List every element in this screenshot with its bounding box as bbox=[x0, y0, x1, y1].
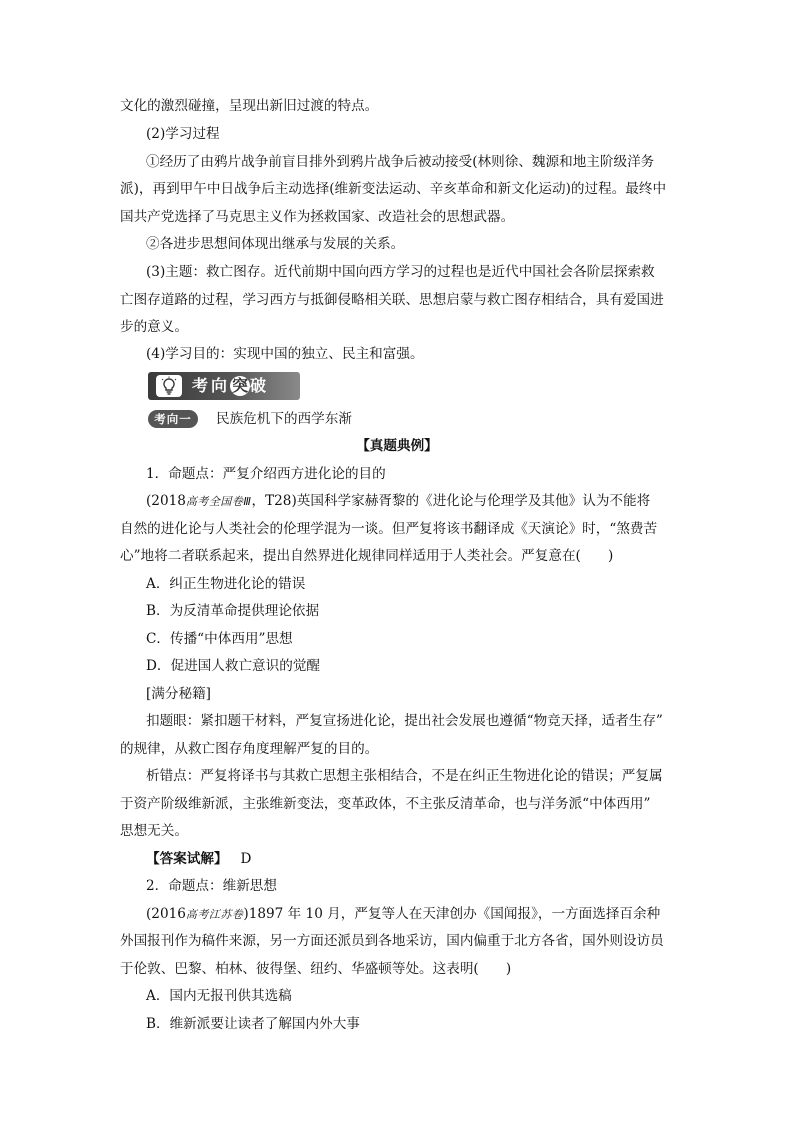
option-a: A．纠正生物进化论的错误 bbox=[146, 576, 306, 592]
tip-line: 于资产阶级维新派，主张维新变法，变革政体，不主张反清革命，也与洋务派“中体西用” bbox=[120, 796, 651, 812]
tips-heading: [满分秘籍] bbox=[146, 686, 211, 702]
tip-line: 思想无关。 bbox=[120, 823, 188, 839]
subheading-learning-process: (2)学习过程 bbox=[146, 126, 220, 142]
question-point: 2．命题点：维新思想 bbox=[146, 878, 277, 894]
source-exam: 高考江苏卷 bbox=[185, 908, 244, 921]
paragraph-line: (3)主题：救亡图存。近代前期中国向西方学习的过程也是近代中国社会各阶层探索救 bbox=[146, 264, 655, 280]
paragraph-line: 步的意义。 bbox=[120, 319, 188, 335]
section-tag: 考向一 bbox=[148, 410, 198, 428]
answer-label: 【答案试解】 bbox=[146, 851, 228, 867]
tip-line: 析错点：严复将译书与其救亡思想主张相结合，不是在纠正生物进化论的错误；严复属 bbox=[146, 768, 663, 784]
paragraph-line: 国共产党选择了马克思主义作为拯救国家、改造社会的思想武器。 bbox=[120, 209, 515, 225]
stem-text: ，T28)英国科学家赫胥黎的《进化论与伦理学及其他》认为不能将 bbox=[251, 493, 651, 509]
option-c: C．传播“中体西用”思想 bbox=[146, 631, 293, 647]
answer-line bbox=[146, 850, 251, 868]
lightbulb-icon bbox=[156, 375, 182, 397]
option-b: B．为反清革命提供理论依据 bbox=[146, 603, 320, 619]
paragraph-line: (4)学习目的：实现中国的独立、民主和富强。 bbox=[146, 346, 424, 362]
paragraph-line: ②各进步思想间体现出继承与发展的关系。 bbox=[146, 236, 405, 252]
banner-text-circled: 突 bbox=[232, 376, 249, 395]
question-stem-line bbox=[146, 905, 660, 924]
question-stem-line: 自然的进化论与人类社会的伦理学混为一谈。但严复将该书翻译成《天演论》时，“煞费苦 bbox=[120, 521, 658, 537]
section-banner bbox=[148, 372, 300, 400]
tip-line: 的规律，从救亡图存角度理解严复的目的。 bbox=[120, 741, 379, 757]
banner-text-pre: 考向 bbox=[192, 376, 231, 395]
paragraph-line: ①经历了由鸦片战争前盲目排外到鸦片战争后被动接受(林则徐、魏源和地主阶级洋务 bbox=[146, 154, 655, 170]
option-a: A．国内无报刊供其选稿 bbox=[146, 988, 292, 1004]
question-stem-line: 外国报刊作为稿件来源，另一方面还派员到各地采访，国内偏重于北方各省，国外则设访员 bbox=[120, 933, 664, 949]
examples-heading: 【真题典例】 bbox=[356, 438, 438, 454]
source-year: (2016 bbox=[146, 906, 186, 922]
banner-text-post: 破 bbox=[250, 376, 270, 395]
question-point: 1．命题点：严复介绍西方进化论的目的 bbox=[146, 466, 386, 482]
tip-line: 扣题眼：紧扣题干材料，严复宣扬进化论，提出社会发展也遵循“物竞天择，适者生存” bbox=[146, 713, 663, 729]
question-stem-line: 心”地将二者联系起来，提出自然界进化规律同样适用于人类社会。严复意在( ) bbox=[120, 548, 614, 564]
intro-line: 文化的激烈碰撞，呈现出新旧过渡的特点。 bbox=[120, 98, 379, 114]
paragraph-line: 亡图存道路的过程，学习西方与抵御侵略相关联、思想启蒙与救亡图存相结合，具有爱国进 bbox=[120, 292, 664, 308]
answer-value: D bbox=[240, 851, 252, 867]
source-exam: 高考全国卷Ⅲ bbox=[185, 495, 252, 508]
option-b: B．维新派要让读者了解国内外大事 bbox=[146, 1016, 360, 1032]
section-title: 民族危机下的西学东渐 bbox=[216, 411, 352, 427]
banner-title bbox=[192, 375, 269, 397]
question-stem-line bbox=[146, 492, 650, 511]
stem-text: )1897 年 10 月，严复等人在天津创办《国闻报》，一方面选择百余种 bbox=[243, 906, 661, 922]
paragraph-line: 派)，再到甲午中日战争后主动选择(维新变法运动、辛亥革命和新文化运动)的过程。最终中 bbox=[120, 181, 667, 197]
option-d: D．促进国人救亡意识的觉醒 bbox=[146, 658, 321, 674]
question-stem-line: 于伦敦、巴黎、柏林、彼得堡、纽约、华盛顿等处。这表明( ) bbox=[120, 961, 512, 977]
source-year: (2018 bbox=[146, 493, 186, 509]
